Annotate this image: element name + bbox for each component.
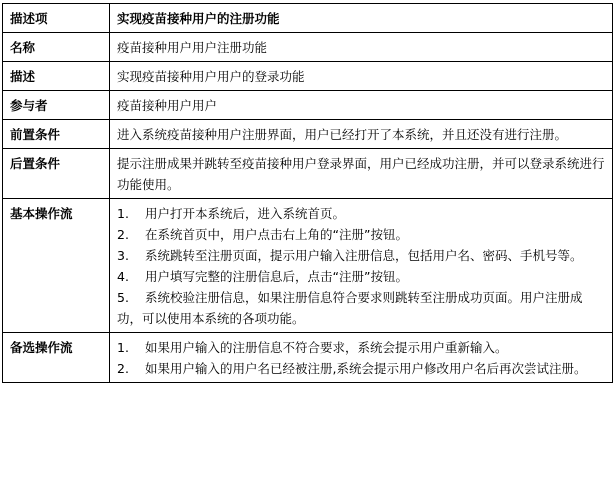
- postcondition-row: [3, 149, 613, 199]
- header-label: 描述项: [3, 4, 110, 33]
- alternate-flow-step: [117, 337, 606, 358]
- step-number: 2.: [117, 361, 129, 376]
- alternate-flow-label: 备选操作流: [3, 333, 110, 383]
- alternate-flow-step: [117, 358, 606, 379]
- basic-flow-step: [117, 203, 606, 224]
- step-text: 如果用户输入的注册信息不符合要求，系统会提示用户重新输入。: [145, 340, 508, 355]
- step-text: 用户填写完整的注册信息后，点击“注册”按钮。: [145, 269, 408, 284]
- step-number: 3.: [117, 248, 129, 263]
- alternate-flow-steps: [110, 333, 613, 383]
- name-value: 疫苗接种用户用户注册功能: [110, 33, 613, 62]
- header-row: [3, 4, 613, 33]
- precondition-value: 进入系统疫苗接种用户注册界面，用户已经打开了本系统，并且还没有进行注册。: [110, 120, 613, 149]
- step-number: 5.: [117, 290, 129, 305]
- step-text: 系统跳转至注册页面，提示用户输入注册信息，包括用户名、密码、手机号等。: [145, 248, 583, 263]
- basic-flow-step: [117, 287, 606, 329]
- header-value: 实现疫苗接种用户的注册功能: [110, 4, 613, 33]
- actor-row: [3, 91, 613, 120]
- use-case-table: [2, 3, 613, 383]
- basic-flow-steps: [110, 199, 613, 333]
- basic-flow-row: [3, 199, 613, 333]
- description-row: [3, 62, 613, 91]
- description-label: 描述: [3, 62, 110, 91]
- actor-label: 参与者: [3, 91, 110, 120]
- step-number: 2.: [117, 227, 129, 242]
- precondition-label: 前置条件: [3, 120, 110, 149]
- step-text: 用户打开本系统后，进入系统首页。: [145, 206, 346, 221]
- actor-value: 疫苗接种用户用户: [110, 91, 613, 120]
- description-value: 实现疫苗接种用户用户的登录功能: [110, 62, 613, 91]
- basic-flow-step: [117, 266, 606, 287]
- step-number: 1.: [117, 340, 129, 355]
- name-label: 名称: [3, 33, 110, 62]
- alternate-flow-row: [3, 333, 613, 383]
- step-number: 1.: [117, 206, 129, 221]
- postcondition-value: 提示注册成果并跳转至疫苗接种用户登录界面，用户已经成功注册，并可以登录系统进行功能使用。: [110, 149, 613, 199]
- step-text: 系统校验注册信息，如果注册信息符合要求则跳转至注册成功页面。用户注册成功，可以使用本系统的各项功能。: [117, 290, 583, 326]
- basic-flow-step: [117, 224, 606, 245]
- step-text: 在系统首页中，用户点击右上角的“注册”按钮。: [145, 227, 408, 242]
- name-row: [3, 33, 613, 62]
- basic-flow-step: [117, 245, 606, 266]
- postcondition-label: 后置条件: [3, 149, 110, 199]
- basic-flow-label: 基本操作流: [3, 199, 110, 333]
- step-text: 如果用户输入的用户名已经被注册,系统会提示用户修改用户名后再次尝试注册。: [145, 361, 587, 376]
- step-number: 4.: [117, 269, 129, 284]
- precondition-row: [3, 120, 613, 149]
